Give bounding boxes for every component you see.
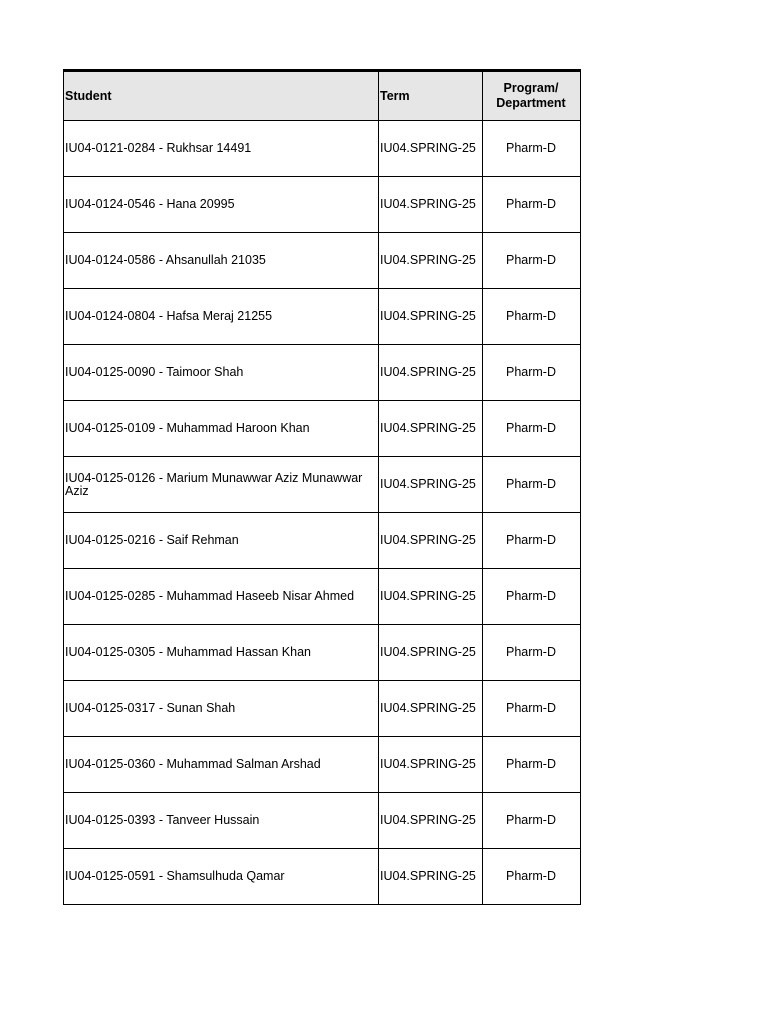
cell-student: IU04-0125-0126 - Marium Munawwar Aziz Munawwar Aziz: [64, 457, 379, 513]
header-program-department: [483, 71, 581, 121]
cell-program: Pharm-D: [483, 121, 581, 177]
table-row: [64, 569, 581, 625]
cell-student: IU04-0124-0546 - Hana 20995: [64, 177, 379, 233]
header-program-line1: Program/: [503, 81, 559, 95]
cell-student: IU04-0125-0317 - Sunan Shah: [64, 681, 379, 737]
cell-term: IU04.SPRING-25: [379, 737, 483, 793]
cell-term: IU04.SPRING-25: [379, 401, 483, 457]
student-table: [63, 69, 581, 905]
cell-program: Pharm-D: [483, 177, 581, 233]
cell-program: Pharm-D: [483, 625, 581, 681]
cell-program: Pharm-D: [483, 457, 581, 513]
cell-student: IU04-0124-0586 - Ahsanullah 21035: [64, 233, 379, 289]
table-row: [64, 345, 581, 401]
cell-term: IU04.SPRING-25: [379, 121, 483, 177]
table-row: [64, 401, 581, 457]
table-row: [64, 737, 581, 793]
cell-program: Pharm-D: [483, 793, 581, 849]
cell-term: IU04.SPRING-25: [379, 345, 483, 401]
table-row: [64, 121, 581, 177]
cell-student: IU04-0125-0360 - Muhammad Salman Arshad: [64, 737, 379, 793]
cell-term: IU04.SPRING-25: [379, 513, 483, 569]
cell-term: IU04.SPRING-25: [379, 793, 483, 849]
table-row: [64, 457, 581, 513]
table-row: [64, 513, 581, 569]
cell-term: IU04.SPRING-25: [379, 177, 483, 233]
cell-program: Pharm-D: [483, 569, 581, 625]
cell-program: Pharm-D: [483, 233, 581, 289]
cell-student: IU04-0124-0804 - Hafsa Meraj 21255: [64, 289, 379, 345]
cell-program: Pharm-D: [483, 289, 581, 345]
header-program-line2: Department: [496, 96, 566, 110]
cell-term: IU04.SPRING-25: [379, 233, 483, 289]
cell-program: Pharm-D: [483, 401, 581, 457]
cell-student: IU04-0121-0284 - Rukhsar 14491: [64, 121, 379, 177]
table-row: [64, 681, 581, 737]
cell-student: IU04-0125-0216 - Saif Rehman: [64, 513, 379, 569]
cell-program: Pharm-D: [483, 849, 581, 905]
table-row: [64, 177, 581, 233]
header-term: Term: [379, 71, 483, 121]
cell-student: IU04-0125-0109 - Muhammad Haroon Khan: [64, 401, 379, 457]
header-student: Student: [64, 71, 379, 121]
table-row: [64, 849, 581, 905]
cell-term: IU04.SPRING-25: [379, 569, 483, 625]
cell-term: IU04.SPRING-25: [379, 457, 483, 513]
cell-student: IU04-0125-0090 - Taimoor Shah: [64, 345, 379, 401]
table-row: [64, 289, 581, 345]
cell-term: IU04.SPRING-25: [379, 681, 483, 737]
cell-student: IU04-0125-0591 - Shamsulhuda Qamar: [64, 849, 379, 905]
cell-student: IU04-0125-0393 - Tanveer Hussain: [64, 793, 379, 849]
header-row: [64, 71, 581, 121]
table-row: [64, 625, 581, 681]
cell-student: IU04-0125-0305 - Muhammad Hassan Khan: [64, 625, 379, 681]
cell-program: Pharm-D: [483, 737, 581, 793]
cell-program: Pharm-D: [483, 345, 581, 401]
cell-program: Pharm-D: [483, 681, 581, 737]
table-row: [64, 793, 581, 849]
cell-term: IU04.SPRING-25: [379, 625, 483, 681]
cell-term: IU04.SPRING-25: [379, 849, 483, 905]
cell-student: IU04-0125-0285 - Muhammad Haseeb Nisar Ahmed: [64, 569, 379, 625]
table-row: [64, 233, 581, 289]
cell-program: Pharm-D: [483, 513, 581, 569]
cell-term: IU04.SPRING-25: [379, 289, 483, 345]
